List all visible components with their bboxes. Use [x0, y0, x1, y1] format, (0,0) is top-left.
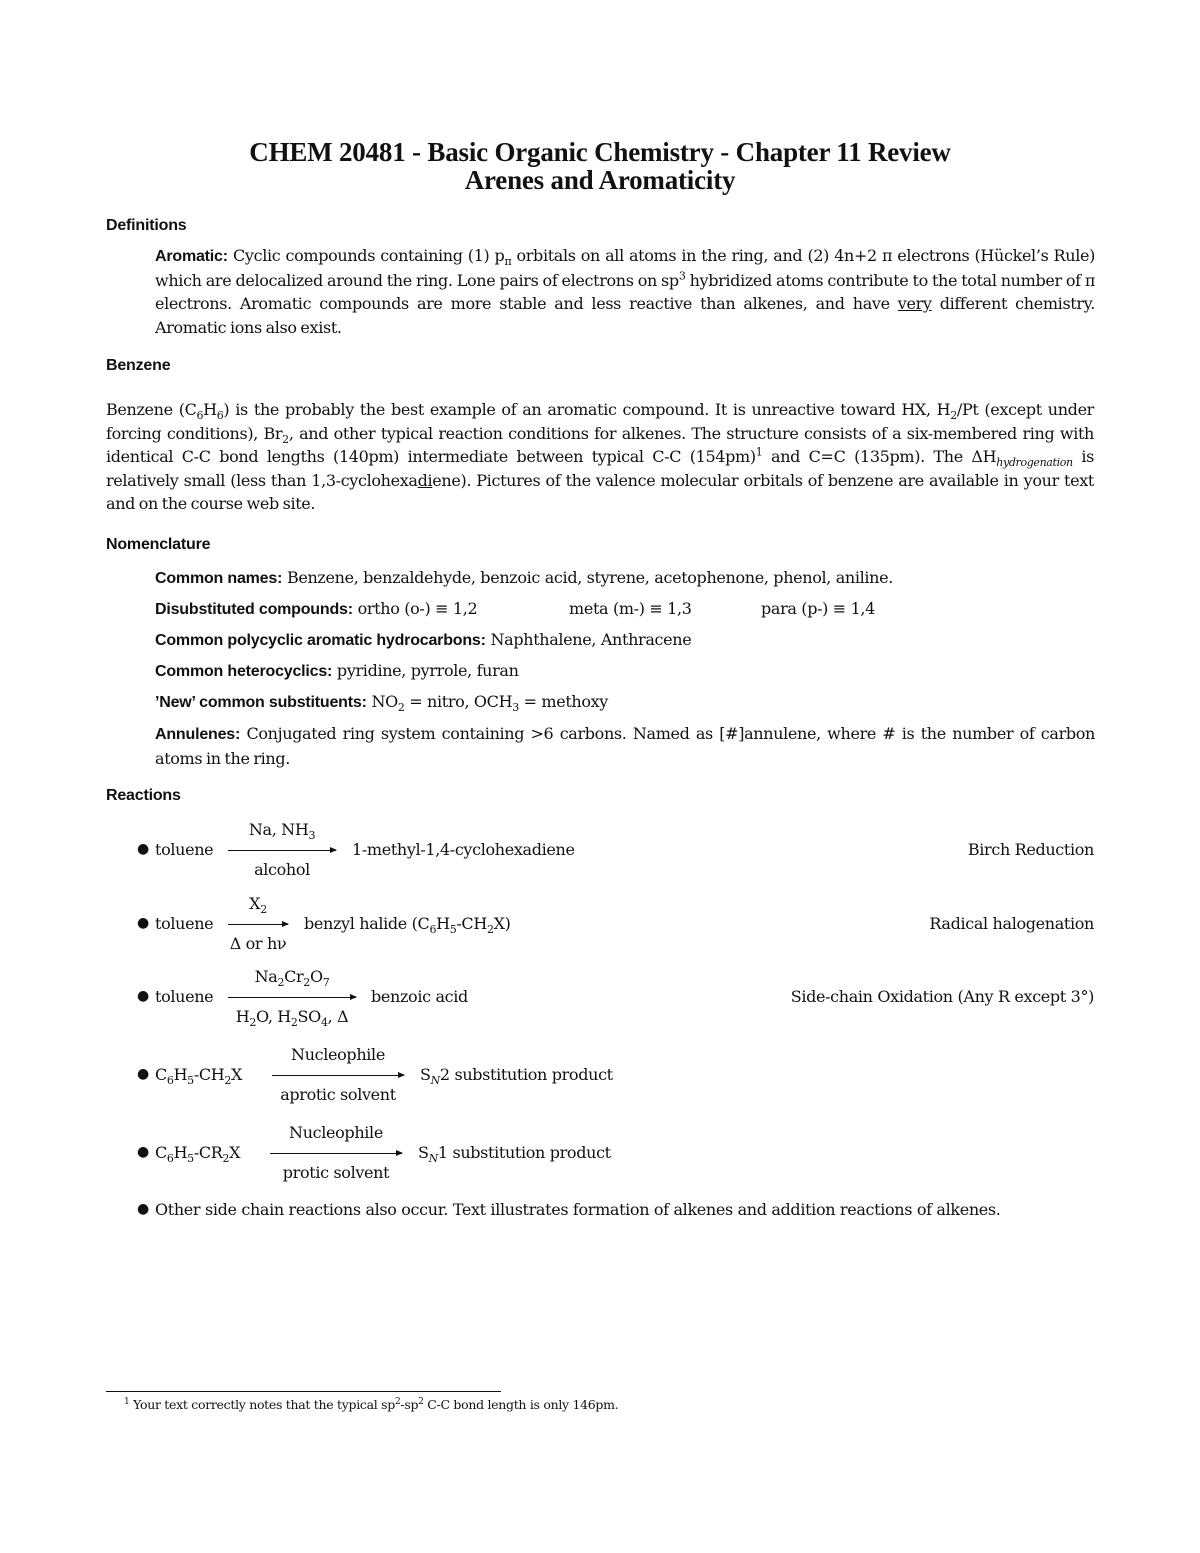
sub: 2 — [282, 432, 289, 446]
benzene-paragraph — [106, 398, 1094, 516]
reaction-arrow — [228, 997, 356, 998]
sub: 7 — [322, 976, 330, 990]
text: 2 substitution product — [439, 1065, 613, 1084]
benzene-text-4: /Pt (except under forcing conditions), Br — [106, 400, 1094, 443]
reagent-above — [228, 820, 336, 843]
para-text: para (p-) ≡ 1,4 — [761, 599, 875, 618]
reaction-name: Birch Reduction — [967, 840, 1094, 859]
sub: 2 — [486, 923, 494, 937]
reagent-below: aprotic solvent — [280, 1085, 396, 1104]
product — [304, 914, 511, 937]
text: = nitro, OCH — [404, 692, 513, 711]
disubstituted-line — [155, 599, 477, 619]
text: X) — [493, 914, 511, 933]
text: -CR — [193, 1143, 223, 1162]
text: Your text correctly notes that the typical sp — [129, 1397, 395, 1412]
text: 1 substitution product — [437, 1143, 611, 1162]
footnote-rule — [106, 1391, 501, 1392]
bullet: ● — [137, 1144, 150, 1160]
common-names-label: Common names: — [155, 570, 283, 587]
benzene-text-1: Benzene (C — [106, 400, 197, 419]
bullet: ● — [137, 1066, 150, 1082]
page-subtitle: Arenes and Aromaticity — [464, 165, 736, 195]
text: Cr — [284, 967, 304, 986]
reaction-name: Radical halogenation — [929, 914, 1094, 933]
reaction-sn2 — [0, 1045, 1200, 1105]
text: -sp — [400, 1397, 419, 1412]
sub: 5 — [449, 923, 457, 937]
polycyclic-text: Naphthalene, Anthracene — [485, 630, 692, 649]
text: , Δ — [327, 1007, 349, 1026]
sub: N — [428, 1152, 438, 1166]
text: X — [249, 894, 261, 913]
reagent-above: Nucleophile — [291, 1045, 385, 1064]
reaction-side-chain-oxidation — [0, 967, 1200, 1030]
footnote — [124, 1397, 618, 1412]
reaction-name: Side-chain Oxidation (Any R except 3°) — [790, 987, 1094, 1006]
aromatic-definition — [155, 244, 1095, 339]
reagent-below: Δ or hν — [229, 934, 287, 953]
new-substituents-label: ’New’ common substituents: — [155, 694, 367, 711]
bullet: ● — [137, 915, 150, 931]
sub: 2 — [397, 701, 405, 715]
reagent-above — [228, 967, 356, 990]
reactant: toluene — [155, 840, 214, 859]
sub: 6 — [216, 409, 224, 423]
text: -CH — [456, 914, 487, 933]
polycyclic-label: Common polycyclic aromatic hydrocarbons: — [155, 632, 486, 649]
benzene-text-8: ene). Pictures of the valence molecular orbitals of benzene are available in your text and on the course web site. — [106, 470, 1094, 513]
reaction-arrow — [228, 850, 336, 851]
benzene-text-6: and C=C (135pm). The ΔH — [762, 447, 997, 466]
aromatic-sub: π — [504, 255, 512, 269]
text: benzyl halide (C — [304, 914, 430, 933]
aromatic-text-4: different chemistry. Aromatic ions also exist. — [155, 294, 1095, 337]
ortho-text: ortho (o-) ≡ 1,2 — [352, 599, 478, 618]
aromatic-text-1: Cyclic compounds containing (1) p — [233, 246, 505, 265]
reactant — [155, 1065, 243, 1088]
section-heading-nomenclature: Nomenclature — [106, 536, 211, 553]
sub: 6 — [196, 409, 204, 423]
sub: 2 — [290, 1016, 298, 1030]
reactant: toluene — [155, 914, 214, 933]
sub: 6 — [429, 923, 437, 937]
sub: 2 — [277, 976, 285, 990]
reaction-sn1 — [0, 1123, 1200, 1183]
reagent-below: alcohol — [254, 860, 310, 879]
aromatic-sup: 3 — [678, 269, 686, 283]
sub: 5 — [187, 1152, 194, 1166]
sub: 2 — [260, 903, 267, 917]
text: H — [173, 1143, 188, 1162]
sub: 2 — [222, 1152, 230, 1166]
section-heading-benzene: Benzene — [106, 357, 171, 374]
reaction-arrow — [272, 1075, 404, 1076]
text: -CH — [193, 1065, 225, 1084]
reaction-arrow — [228, 924, 288, 925]
text: X — [231, 1065, 243, 1084]
page-title: CHEM 20481 - Basic Organic Chemistry - Chapter 11 Review — [249, 137, 951, 167]
reaction-other — [0, 1180, 1200, 1240]
sub: 2 — [950, 409, 957, 423]
annulenes-label: Annulenes: — [155, 726, 241, 743]
aromatic-label: Aromatic: — [155, 248, 228, 265]
text: C-C bond length is only 146pm. — [423, 1397, 619, 1412]
text: O — [309, 967, 323, 986]
text: S — [420, 1065, 431, 1084]
text: O, H — [255, 1007, 291, 1026]
underlined-very: very — [897, 294, 932, 313]
aromatic-text-3: hybridized atoms contribute to the total number of π electrons. Aromatic compounds are more stable and less reactive than alkenes, and have — [155, 270, 1095, 313]
text: SO — [297, 1007, 321, 1026]
text: H — [436, 914, 450, 933]
annulenes-definition — [155, 722, 1095, 770]
annulenes-text: Conjugated ring system containing >6 carbons. Named as [#]annulene, where # is the number of carbon atoms in the ring. — [155, 724, 1095, 768]
text: C — [155, 1065, 167, 1084]
section-heading-definitions: Definitions — [106, 217, 187, 234]
sub: 4 — [320, 1016, 328, 1030]
reactant — [155, 1143, 241, 1166]
polycyclic-line — [155, 630, 691, 650]
text: H — [235, 1007, 250, 1026]
other-reactions-text: Other side chain reactions also occur. Text illustrates formation of alkenes and addition reactions of alkenes. — [155, 1200, 1001, 1219]
sub: 3 — [308, 829, 316, 843]
text: S — [418, 1143, 429, 1162]
sub: 6 — [166, 1074, 174, 1088]
disubstituted-label: Disubstituted compounds: — [155, 601, 353, 618]
reaction-arrow — [270, 1153, 402, 1154]
reagent-below — [222, 1007, 362, 1030]
new-substituents-line — [155, 692, 608, 715]
benzene-text-3: ) is the probably the best example of an aromatic compound. It is unreactive toward HX, H — [223, 400, 951, 419]
heterocyclics-label: Common heterocyclics: — [155, 663, 333, 680]
product — [418, 1143, 611, 1166]
text: H — [173, 1065, 188, 1084]
sub: 2 — [303, 976, 310, 990]
benzene-text-2: H — [203, 400, 217, 419]
footnote-reference[interactable]: 1 — [755, 445, 763, 459]
common-names-text: Benzene, benzaldehyde, benzoic acid, styrene, acetophenone, phenol, aniline. — [282, 568, 893, 587]
product: 1-methyl-1,4-cyclohexadiene — [352, 840, 575, 859]
product — [420, 1065, 613, 1088]
text: Na, NH — [248, 820, 309, 839]
text: X — [229, 1143, 241, 1162]
underlined-di: di — [417, 470, 433, 490]
sup: 2 — [418, 1396, 424, 1407]
footnote-mark: 1 — [124, 1396, 130, 1407]
common-names-line — [155, 568, 893, 588]
reaction-birch — [0, 820, 1200, 880]
text: Na — [254, 967, 278, 986]
benzene-text-5: , and other typical reaction conditions for alkenes. The structure consists of a six-membered ring with identical C-C bond lengths (140pm) intermediate between typical C-C (154pm) — [106, 423, 1095, 466]
reagent-below: protic solvent — [282, 1163, 390, 1182]
reagent-above: Nucleophile — [289, 1123, 383, 1142]
sub-hydrogenation: hydrogenation — [996, 456, 1073, 470]
bullet: ● — [137, 988, 150, 1004]
heterocyclics-line — [155, 661, 519, 681]
meta-text: meta (m-) ≡ 1,3 — [569, 599, 692, 618]
benzene-text-7: is relatively small (less than 1,3-cyclohexa — [106, 447, 1094, 490]
reactant: toluene — [155, 987, 214, 1006]
text: = methoxy — [518, 692, 608, 711]
sub: 2 — [249, 1016, 256, 1030]
reaction-radical-halogenation — [0, 894, 1200, 954]
heterocyclics-text: pyridine, pyrrole, furan — [332, 661, 519, 680]
bullet: ● — [137, 1201, 150, 1217]
text: C — [155, 1143, 167, 1162]
section-heading-reactions: Reactions — [106, 787, 181, 804]
product: benzoic acid — [371, 987, 468, 1006]
aromatic-text-2: orbitals on all atoms in the ring, and (2) 4n+2 π electrons (Hückel’s Rule) which are delocalized around the ring. Lone pairs of electrons on sp — [155, 246, 1095, 290]
bullet: ● — [137, 841, 150, 857]
sub: 5 — [187, 1074, 194, 1088]
sub: N — [430, 1074, 440, 1088]
sup: 2 — [394, 1396, 401, 1407]
sub: 2 — [224, 1074, 232, 1088]
reagent-above — [228, 894, 288, 917]
sub: 3 — [512, 701, 519, 715]
text: NO — [366, 692, 398, 711]
sub: 6 — [166, 1152, 174, 1166]
